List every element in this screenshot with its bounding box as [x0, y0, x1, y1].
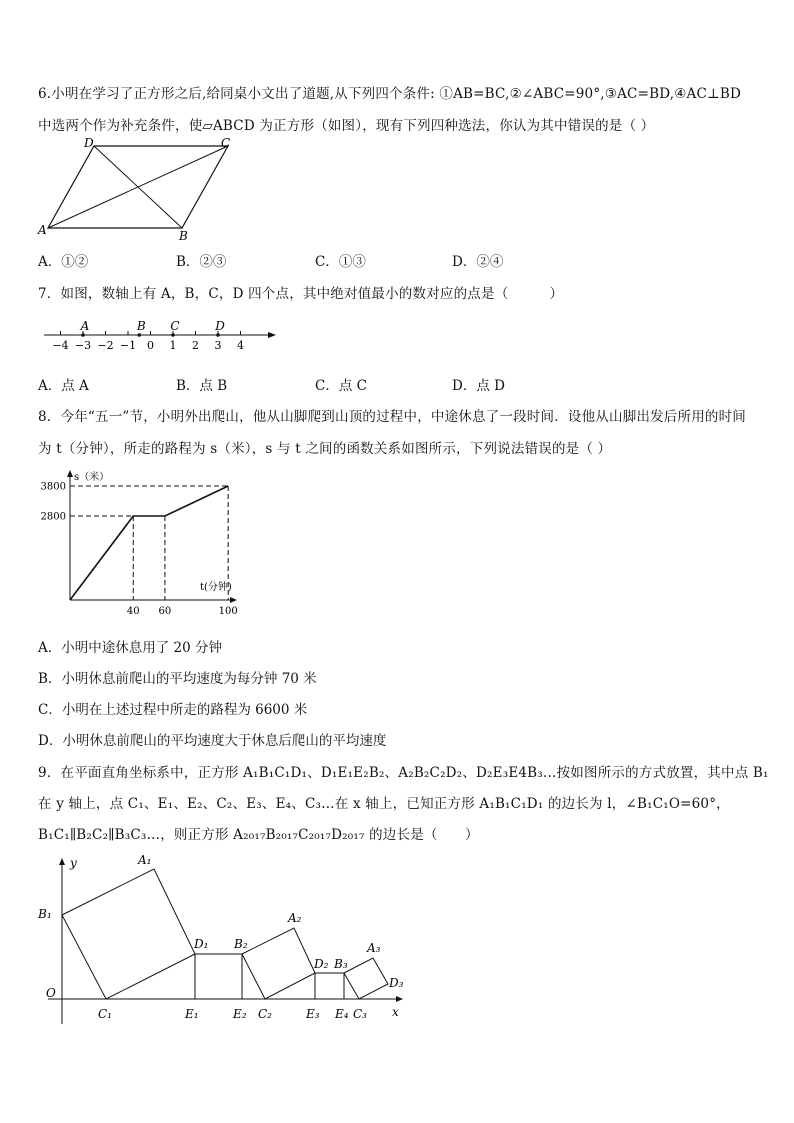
- label-b: B: [179, 229, 188, 243]
- number-line-point: [81, 333, 85, 337]
- arrow-up-icon: [67, 470, 73, 477]
- square-d2e3e4b3: [315, 973, 344, 999]
- chart-x-tick-label: 100: [218, 606, 238, 617]
- distance-time-chart: [36, 466, 246, 624]
- number-line-tick-label: −3: [74, 339, 92, 352]
- label-b2: B₂: [234, 937, 248, 951]
- label-d1: D₁: [194, 937, 209, 951]
- q7-line-1: 7．如图，数轴上有 A，B，C，D 四个点，其中绝对值最小的数对应的点是（ ）: [38, 286, 564, 302]
- number-line-point: [216, 333, 220, 337]
- number-line-point: [171, 333, 175, 337]
- number-line-tick-label: 3: [214, 339, 222, 352]
- label-a3: A₃: [367, 941, 381, 955]
- q9-line-2: 在 y 轴上，点 C₁、E₁、E₂、C₂、E₃、E₄、C₃…在 x 轴上，已知正方形 A₁B₁C₁D₁ 的边长为 l，∠B₁C₁O=60°，: [38, 796, 730, 812]
- label-e3: E₃: [306, 1007, 320, 1021]
- q8-option-a[interactable]: A．小明中途休息用了 20 分钟: [38, 640, 223, 656]
- q6-option-d[interactable]: D．②④: [452, 254, 504, 270]
- q8-option-d[interactable]: D．小明休息前爬山的平均速度大于休息后爬山的平均速度: [38, 733, 387, 749]
- label-e2: E₂: [233, 1007, 247, 1021]
- number-line-tick-label: −1: [119, 339, 137, 352]
- arrow-right-icon: [268, 332, 276, 338]
- label-a: A: [38, 223, 47, 237]
- number-line-tick-label: 1: [169, 339, 177, 352]
- label-x: x: [392, 1005, 399, 1019]
- label-c1: C₁: [98, 1007, 112, 1021]
- label-c3: C₃: [353, 1007, 367, 1021]
- chart-x-tick-label: 60: [158, 606, 172, 617]
- label-b1: B₁: [38, 907, 52, 921]
- arrow-up-icon: [59, 858, 65, 865]
- number-line-point-label: D: [215, 319, 225, 333]
- label-d3: D₃: [389, 976, 404, 990]
- q6-option-a[interactable]: A．①②: [38, 254, 89, 270]
- q8-option-c[interactable]: C．小明在上述过程中所走的路程为 6600 米: [38, 702, 308, 718]
- label-y: y: [70, 856, 77, 870]
- parallelogram-figure: [36, 134, 246, 244]
- label-c2: C₂: [258, 1007, 272, 1021]
- label-e1: E₁: [185, 1007, 199, 1021]
- diagonal-bd: [94, 146, 182, 228]
- q6-line-1: 6.小明在学习了正方形之后,给同桌小文出了道题,从下列四个条件: ①AB=BC,②∠ABC=90°,③AC=BD,④AC⊥BD: [38, 86, 742, 102]
- label-o: O: [46, 986, 56, 1000]
- q9-line-1: 9．在平面直角坐标系中，正方形 A₁B₁C₁D₁、D₁E₁E₂B₂、A₂B₂C₂D₂、D₂E₃E4B₃…按如图所示的方式放置，其中点 B₁: [38, 765, 769, 781]
- number-line-tick-label: 4: [237, 339, 244, 352]
- number-line-point: [137, 333, 141, 337]
- number-line-point-label: A: [80, 319, 90, 333]
- q7-option-d[interactable]: D．点 D: [452, 378, 505, 394]
- number-line-tick-label: 2: [192, 339, 199, 352]
- label-e4: E₄: [335, 1007, 349, 1021]
- chart-y-tick-label: 3800: [40, 481, 66, 493]
- q7-option-a[interactable]: A．点 A: [38, 378, 89, 394]
- q8-line-1: 8．今年“五一”节，小明外出爬山，他从山脚爬到山顶的过程中，中途休息了一段时间．设他从山脚出发后所用的时间: [38, 409, 746, 425]
- square-a3b3c3d3: [344, 958, 388, 999]
- q7-option-b[interactable]: B．点 B: [176, 378, 228, 394]
- q7-option-c[interactable]: C．点 C: [315, 378, 367, 394]
- number-line-tick-label: −4: [52, 339, 69, 352]
- q6-line-2: 中选两个作为补充条件，使▱ABCD 为正方形（如图），现有下列四种选法，你认为其中错误的是（ ）: [38, 118, 655, 134]
- square-d1e1e2b2: [195, 954, 242, 999]
- q8-option-b[interactable]: B．小明休息前爬山的平均速度为每分钟 70 米: [38, 671, 317, 687]
- chart-x-label: t(分钟): [200, 582, 232, 593]
- squares-figure: [36, 852, 416, 1032]
- q6-option-c[interactable]: C．①③: [315, 254, 366, 270]
- number-line-point-label: C: [170, 319, 180, 333]
- label-a2: A₂: [288, 911, 302, 925]
- q6-option-b[interactable]: B．②③: [176, 254, 227, 270]
- chart-y-label: s（米）: [74, 472, 110, 483]
- number-line-tick-label: 0: [147, 339, 154, 352]
- number-line-tick-label: −2: [97, 339, 114, 352]
- square-a1b1c1d1: [62, 869, 195, 999]
- chart-y-tick-label: 2800: [40, 511, 66, 523]
- label-b3: B₃: [334, 957, 348, 971]
- label-c: C: [221, 136, 231, 150]
- number-line-figure: [38, 314, 288, 356]
- arrow-right-icon: [396, 996, 403, 1002]
- label-d: D: [84, 136, 94, 150]
- chart-x-tick-label: 40: [126, 606, 140, 617]
- label-a1: A₁: [138, 853, 152, 867]
- q9-line-3: B₁C₁∥B₂C₂∥B₃C₃…，则正方形 A₂₀₁₇B₂₀₁₇C₂₀₁₇D₂₀₁₇ 的边长是（ ）: [38, 827, 479, 843]
- square-a2b2c2d2: [242, 928, 315, 999]
- arrow-right-icon: [230, 597, 237, 603]
- q8-line-2: 为 t（分钟），所走的路程为 s（米），s 与 t 之间的函数关系如图所示，下列说法错误的是（ ）: [38, 441, 612, 457]
- label-d2: D₂: [314, 957, 329, 971]
- number-line-point-label: B: [136, 319, 146, 333]
